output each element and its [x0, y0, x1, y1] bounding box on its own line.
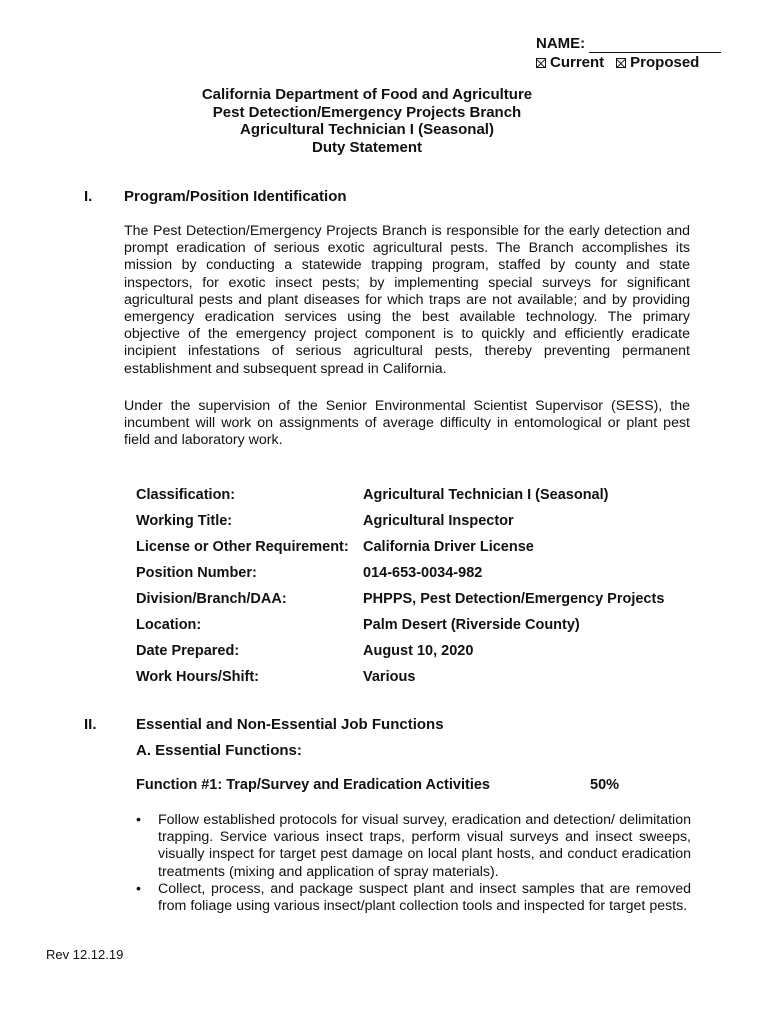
info-row-classification — [136, 482, 664, 508]
bullet-icon: • — [136, 812, 141, 828]
function-1-duties — [136, 812, 691, 915]
info-value: Agricultural Inspector — [363, 513, 514, 529]
essential-functions-heading: A. Essential Functions: — [136, 742, 302, 759]
info-label: Working Title: — [136, 513, 233, 529]
name-label: NAME: — [536, 35, 586, 52]
list-item — [136, 812, 691, 881]
header-branch: Pest Detection/Emergency Projects Branch — [212, 103, 522, 121]
status-checkboxes — [536, 53, 721, 72]
list-item — [136, 881, 691, 915]
duty-text: Follow established protocols for visual survey, eradication and detection/ delimitation trapping. Service various insect traps, perform visual surveys and insect sweeps, visually inspect for target pest damage on local plant hosts, and conduct eradication treatments (mixing and application of spray materials). — [158, 812, 691, 880]
info-value: 014-653-0034-982 — [363, 565, 483, 581]
info-row-position-number — [136, 560, 664, 586]
function-1-percent: 50% — [590, 777, 620, 793]
current-label: Current — [550, 54, 605, 71]
document-header — [0, 86, 734, 156]
function-1-title: Function #1: Trap/Survey and Eradication Activities — [136, 777, 490, 793]
info-value: August 10, 2020 — [363, 643, 474, 659]
duty-text: Collect, process, and package suspect plant and insect samples that are removed from foliage using various insect/plant collection tools and inspected for target pests. — [158, 880, 691, 915]
header-title: Duty Statement — [311, 138, 423, 156]
info-value: California Driver License — [363, 539, 534, 555]
info-label: Classification: — [136, 487, 236, 503]
info-row-work-hours — [136, 664, 664, 690]
info-label: Location: — [136, 617, 202, 633]
info-label: Work Hours/Shift: — [136, 669, 259, 685]
section-2-number: II. — [84, 716, 97, 733]
info-value: Various — [363, 669, 416, 685]
header-position: Agricultural Technician I (Seasonal) — [240, 121, 494, 138]
proposed-label: Proposed — [630, 54, 700, 71]
info-value: Palm Desert (Riverside County) — [363, 617, 580, 633]
section-1-number: I. — [84, 188, 93, 205]
position-info-table — [136, 482, 664, 690]
bullet-icon: • — [136, 880, 141, 897]
info-row-date-prepared — [136, 638, 664, 664]
section-1-paragraph-1: The Pest Detection/Emergency Projects Branch is responsible for the early detection and prompt eradication of serious exotic agricultural pests. The Branch accomplishes its mission by conducting a statewide trapping program, staffed by county and state inspectors, for exotic insect pests; by implementing special surveys for significant agricultural pests and plant diseases for which traps are not available; and by providing emergency eradication services using the best available technology. The primary objective of the emergency project component is to quickly and efficiently eradicate incipient infestations of serious agricultural pests, thereby preventing permanent establishment and subsequent spread in California. — [124, 223, 690, 377]
info-row-license — [136, 534, 664, 560]
function-1-heading — [136, 777, 636, 793]
name-block — [536, 34, 721, 72]
info-row-division — [136, 586, 664, 612]
info-value: PHPPS, Pest Detection/Emergency Projects — [363, 591, 665, 607]
info-label: Division/Branch/DAA: — [136, 591, 287, 607]
info-value: Agricultural Technician I (Seasonal) — [363, 487, 609, 503]
current-checkbox[interactable] — [536, 58, 546, 68]
name-field-line[interactable] — [589, 37, 721, 53]
section-1-title: Program/Position Identification — [124, 188, 347, 205]
section-2-title: Essential and Non-Essential Job Functions — [136, 716, 444, 733]
header-department: California Department of Food and Agriculture — [201, 86, 533, 103]
info-row-location — [136, 612, 664, 638]
name-row — [536, 34, 721, 53]
proposed-checkbox[interactable] — [616, 58, 626, 68]
info-label: Position Number: — [136, 565, 257, 581]
section-1-paragraph-2: Under the supervision of the Senior Environmental Scientist Supervisor (SESS), the incumbent will work on assignments of average difficulty in entomological or plant pest field and laboratory work. — [124, 398, 690, 449]
info-row-working-title — [136, 508, 664, 534]
info-label: Date Prepared: — [136, 643, 240, 659]
revision-footer: Rev 12.12.19 — [46, 947, 124, 962]
info-label: License or Other Requirement: — [136, 539, 349, 555]
